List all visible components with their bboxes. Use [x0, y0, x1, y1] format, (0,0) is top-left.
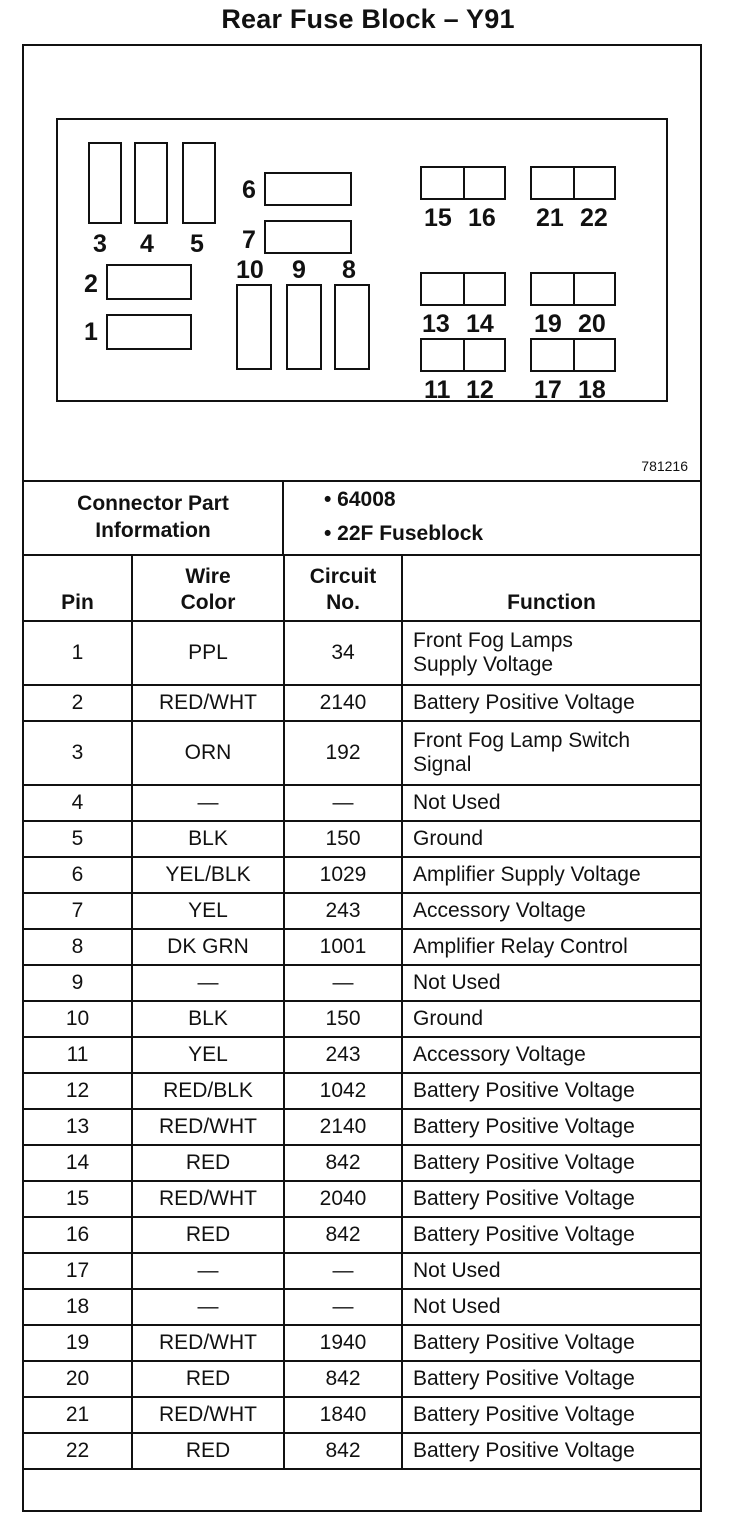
function-cell — [402, 1073, 700, 1109]
pin-cell: 1 — [24, 621, 132, 685]
wire-color-cell: YEL — [132, 1037, 284, 1073]
pin-cell: 9 — [24, 965, 132, 1001]
fuse-pair-11-12 — [420, 338, 506, 372]
connector-info-label-line2: Information — [95, 519, 211, 542]
circuit-cell: 2040 — [284, 1181, 402, 1217]
circuit-cell: 150 — [284, 1001, 402, 1037]
fuse-8 — [334, 284, 370, 370]
function-text: Not Used — [413, 1295, 501, 1318]
circuit-cell: 842 — [284, 1145, 402, 1181]
function-text: Front Fog Lamps — [413, 629, 573, 652]
function-text: Not Used — [413, 791, 501, 814]
table-row — [24, 821, 700, 857]
wire-color-cell: RED/WHT — [132, 1397, 284, 1433]
pin-cell: 8 — [24, 929, 132, 965]
circuit-cell: 842 — [284, 1217, 402, 1253]
function-cell — [402, 621, 700, 685]
connector-description: • 22F Fuseblock — [324, 522, 484, 545]
wire-color-cell: — — [132, 1289, 284, 1325]
table-row — [24, 1181, 700, 1217]
pin-cell: 21 — [24, 1397, 132, 1433]
table-row — [24, 1361, 700, 1397]
pin-cell: 20 — [24, 1361, 132, 1397]
pin-cell: 6 — [24, 857, 132, 893]
header-pin: Pin — [24, 554, 132, 621]
function-cell — [402, 929, 700, 965]
fuse-label-1: 1 — [84, 318, 98, 346]
fuse-label-12: 12 — [466, 376, 494, 404]
table-row — [24, 1289, 700, 1325]
table-row — [24, 1073, 700, 1109]
connector-part-number: • 64008 — [324, 488, 396, 511]
function-cell — [402, 1361, 700, 1397]
circuit-cell: 1042 — [284, 1073, 402, 1109]
function-cell — [402, 1397, 700, 1433]
table-row — [24, 1433, 700, 1469]
fuse-label-3: 3 — [93, 230, 107, 258]
wire-color-cell: RED/WHT — [132, 685, 284, 721]
table-row — [24, 965, 700, 1001]
table-row — [24, 1253, 700, 1289]
circuit-cell: 1029 — [284, 857, 402, 893]
function-cell — [402, 1217, 700, 1253]
circuit-cell: — — [284, 1253, 402, 1289]
function-cell — [402, 1253, 700, 1289]
circuit-cell: — — [284, 785, 402, 821]
fuse-pair-15-16 — [420, 166, 506, 200]
wire-color-cell: DK GRN — [132, 929, 284, 965]
circuit-cell: 842 — [284, 1433, 402, 1469]
fuse-label-17: 17 — [534, 376, 562, 404]
table-row — [24, 1001, 700, 1037]
table-row — [24, 1397, 700, 1433]
fuse-4 — [134, 142, 168, 224]
circuit-cell: 243 — [284, 893, 402, 929]
wire-color-cell: RED/WHT — [132, 1109, 284, 1145]
wire-color-cell: RED/WHT — [132, 1181, 284, 1217]
function-cell — [402, 821, 700, 857]
fuse-label-7: 7 — [242, 226, 256, 254]
function-text: Battery Positive Voltage — [413, 1223, 635, 1246]
fuse-label-20: 20 — [578, 310, 606, 338]
connector-info-values — [284, 480, 700, 554]
fuse-9 — [286, 284, 322, 370]
function-cell — [402, 1433, 700, 1469]
fuse-block-diagram — [24, 46, 700, 482]
table-row — [24, 857, 700, 893]
pin-cell: 19 — [24, 1325, 132, 1361]
circuit-cell: 34 — [284, 621, 402, 685]
pin-cell: 11 — [24, 1037, 132, 1073]
table-row — [24, 1325, 700, 1361]
function-text: Battery Positive Voltage — [413, 1115, 635, 1138]
function-cell — [402, 1325, 700, 1361]
pin-cell: 3 — [24, 721, 132, 785]
function-text: Not Used — [413, 971, 501, 994]
fuse-7 — [264, 220, 352, 254]
function-cell — [402, 1001, 700, 1037]
fuse-label-10: 10 — [236, 256, 264, 284]
pin-cell: 18 — [24, 1289, 132, 1325]
circuit-cell: 150 — [284, 821, 402, 857]
function-cell — [402, 1289, 700, 1325]
circuit-cell: 243 — [284, 1037, 402, 1073]
function-text: Accessory Voltage — [413, 899, 586, 922]
connector-info-row — [24, 480, 700, 556]
connector-info-label-line1: Connector Part — [77, 492, 229, 515]
function-text: Battery Positive Voltage — [413, 1403, 635, 1426]
table-row — [24, 721, 700, 785]
function-text: Battery Positive Voltage — [413, 1079, 635, 1102]
wire-color-cell: RED — [132, 1433, 284, 1469]
fuse-label-9: 9 — [292, 256, 306, 284]
wire-color-cell: YEL — [132, 893, 284, 929]
fuse-2 — [106, 264, 192, 300]
function-text: Amplifier Supply Voltage — [413, 863, 641, 886]
function-cell — [402, 893, 700, 929]
table-row — [24, 1037, 700, 1073]
fuse-label-4: 4 — [140, 230, 154, 258]
wire-color-cell: RED/WHT — [132, 1325, 284, 1361]
fuse-10 — [236, 284, 272, 370]
fuse-label-5: 5 — [190, 230, 204, 258]
table-row — [24, 1145, 700, 1181]
function-cell — [402, 1037, 700, 1073]
connector-frame — [22, 44, 702, 1512]
pin-cell: 2 — [24, 685, 132, 721]
fuse-label-2: 2 — [84, 270, 98, 298]
fuse-block-outline — [56, 118, 668, 402]
wire-color-cell: RED/BLK — [132, 1073, 284, 1109]
function-text: Front Fog Lamp Switch — [413, 729, 631, 752]
circuit-cell: 842 — [284, 1361, 402, 1397]
circuit-cell: 1840 — [284, 1397, 402, 1433]
pin-cell: 16 — [24, 1217, 132, 1253]
pin-cell: 15 — [24, 1181, 132, 1217]
wire-color-cell: — — [132, 1253, 284, 1289]
wire-color-cell: RED — [132, 1361, 284, 1397]
header-function: Function — [402, 554, 700, 621]
fuse-label-22: 22 — [580, 204, 608, 232]
wire-color-cell: BLK — [132, 821, 284, 857]
function-text: Ground — [413, 827, 484, 850]
circuit-cell: — — [284, 1289, 402, 1325]
header-circuit-no — [284, 554, 402, 621]
function-cell — [402, 1109, 700, 1145]
wire-color-cell: PPL — [132, 621, 284, 685]
fuse-3 — [88, 142, 122, 224]
function-text: Battery Positive Voltage — [413, 1367, 635, 1390]
function-text: Battery Positive Voltage — [413, 1151, 635, 1174]
fuse-label-19: 19 — [534, 310, 562, 338]
wire-color-cell: RED — [132, 1217, 284, 1253]
pin-cell: 7 — [24, 893, 132, 929]
fuse-1 — [106, 314, 192, 350]
fuse-6 — [264, 172, 352, 206]
function-text: Ground — [413, 1007, 484, 1030]
pin-cell: 5 — [24, 821, 132, 857]
fuse-label-8: 8 — [342, 256, 356, 284]
wire-color-cell: ORN — [132, 721, 284, 785]
pin-table — [24, 554, 700, 1470]
header-circuit-line1: Circuit — [309, 565, 377, 588]
fuse-label-6: 6 — [242, 176, 256, 204]
circuit-cell: 1940 — [284, 1325, 402, 1361]
function-text-line2: Supply Voltage — [413, 653, 554, 676]
function-cell — [402, 857, 700, 893]
table-row — [24, 893, 700, 929]
fuse-pair-19-20 — [530, 272, 616, 306]
function-cell — [402, 721, 700, 785]
fuse-label-16: 16 — [468, 204, 496, 232]
pin-cell: 13 — [24, 1109, 132, 1145]
pin-table-header — [24, 554, 700, 621]
fuse-pair-17-18 — [530, 338, 616, 372]
fuse-label-11: 11 — [424, 376, 451, 404]
table-row — [24, 785, 700, 821]
function-text: Accessory Voltage — [413, 1043, 586, 1066]
pin-cell: 10 — [24, 1001, 132, 1037]
fuse-label-14: 14 — [466, 310, 494, 338]
table-row — [24, 929, 700, 965]
fuse-5 — [182, 142, 216, 224]
fuse-label-21: 21 — [536, 204, 564, 232]
fuse-label-15: 15 — [424, 204, 452, 232]
pin-cell: 22 — [24, 1433, 132, 1469]
function-text: Battery Positive Voltage — [413, 1331, 635, 1354]
circuit-cell: — — [284, 965, 402, 1001]
function-cell — [402, 965, 700, 1001]
function-text: Battery Positive Voltage — [413, 1187, 635, 1210]
function-text: Battery Positive Voltage — [413, 1439, 635, 1462]
table-row — [24, 621, 700, 685]
header-wire-color — [132, 554, 284, 621]
fuse-label-13: 13 — [422, 310, 450, 338]
function-text: Battery Positive Voltage — [413, 691, 635, 714]
wire-color-cell: YEL/BLK — [132, 857, 284, 893]
page-title: Rear Fuse Block – Y91 — [221, 4, 515, 34]
function-text: Amplifier Relay Control — [413, 935, 628, 958]
table-row — [24, 1217, 700, 1253]
pin-cell: 12 — [24, 1073, 132, 1109]
function-cell — [402, 785, 700, 821]
fuse-pair-21-22 — [530, 166, 616, 200]
pin-cell: 17 — [24, 1253, 132, 1289]
wire-color-cell: BLK — [132, 1001, 284, 1037]
circuit-cell: 192 — [284, 721, 402, 785]
table-row — [24, 1109, 700, 1145]
function-cell — [402, 1145, 700, 1181]
table-row — [24, 685, 700, 721]
circuit-cell: 2140 — [284, 685, 402, 721]
circuit-cell: 2140 — [284, 1109, 402, 1145]
function-text: Not Used — [413, 1259, 501, 1282]
header-wire-line2: Color — [180, 591, 236, 614]
function-cell — [402, 685, 700, 721]
function-text-line2: Signal — [413, 753, 472, 776]
wire-color-cell: RED — [132, 1145, 284, 1181]
wire-color-cell: — — [132, 785, 284, 821]
wire-color-cell: — — [132, 965, 284, 1001]
header-circuit-line2: No. — [326, 591, 360, 614]
header-wire-line1: Wire — [185, 565, 231, 588]
connector-info-label — [24, 480, 284, 554]
function-cell — [402, 1181, 700, 1217]
diagram-code: 781216 — [641, 458, 688, 474]
fuse-label-18: 18 — [578, 376, 606, 404]
fuse-pair-13-14 — [420, 272, 506, 306]
pin-cell: 14 — [24, 1145, 132, 1181]
pin-cell: 4 — [24, 785, 132, 821]
circuit-cell: 1001 — [284, 929, 402, 965]
